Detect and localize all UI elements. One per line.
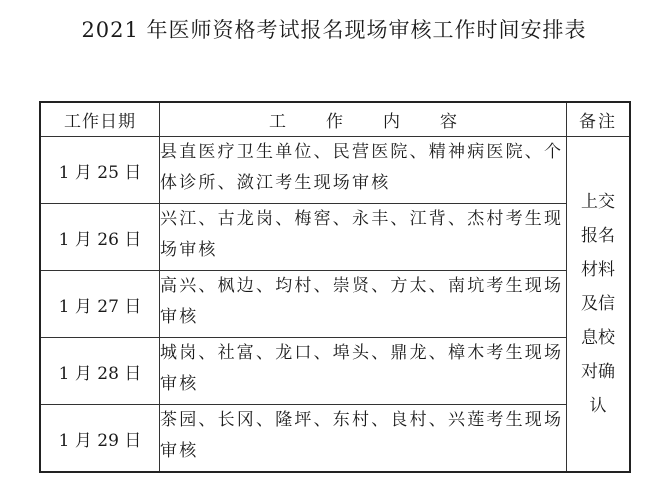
row-content: 兴江、古龙岗、梅窖、永丰、江背、杰村考生现场审核	[160, 204, 567, 271]
header-work-date: 工作日期	[40, 102, 160, 137]
row-date: 1 月 25 日	[40, 137, 160, 204]
row-content: 县直医疗卫生单位、民营医院、精神病医院、个体诊所、潋江考生现场审核	[160, 137, 567, 204]
row-content: 高兴、枫边、均村、崇贤、方太、南坑考生现场审核	[160, 271, 567, 338]
table-row	[40, 338, 630, 405]
row-content: 茶园、长冈、隆坪、东村、良村、兴莲考生现场审核	[160, 405, 567, 473]
remarks-text: 上交报名材料及信息校对确认	[581, 192, 615, 416]
table-row	[40, 137, 630, 204]
header-work-content: 工作内容	[160, 102, 567, 137]
table-row	[40, 405, 630, 473]
table-header-row	[40, 102, 630, 137]
row-date: 1 月 29 日	[40, 405, 160, 473]
row-date: 1 月 26 日	[40, 204, 160, 271]
page-title: 2021 年医师资格考试报名现场审核工作时间安排表	[81, 18, 587, 42]
table-row	[40, 271, 630, 338]
row-content: 城岗、社富、龙口、埠头、鼎龙、樟木考生现场审核	[160, 338, 567, 405]
remarks-cell	[567, 137, 631, 473]
row-date: 1 月 28 日	[40, 338, 160, 405]
schedule-table	[39, 101, 631, 473]
row-date: 1 月 27 日	[40, 271, 160, 338]
table-row	[40, 204, 630, 271]
header-remarks: 备注	[567, 102, 631, 137]
